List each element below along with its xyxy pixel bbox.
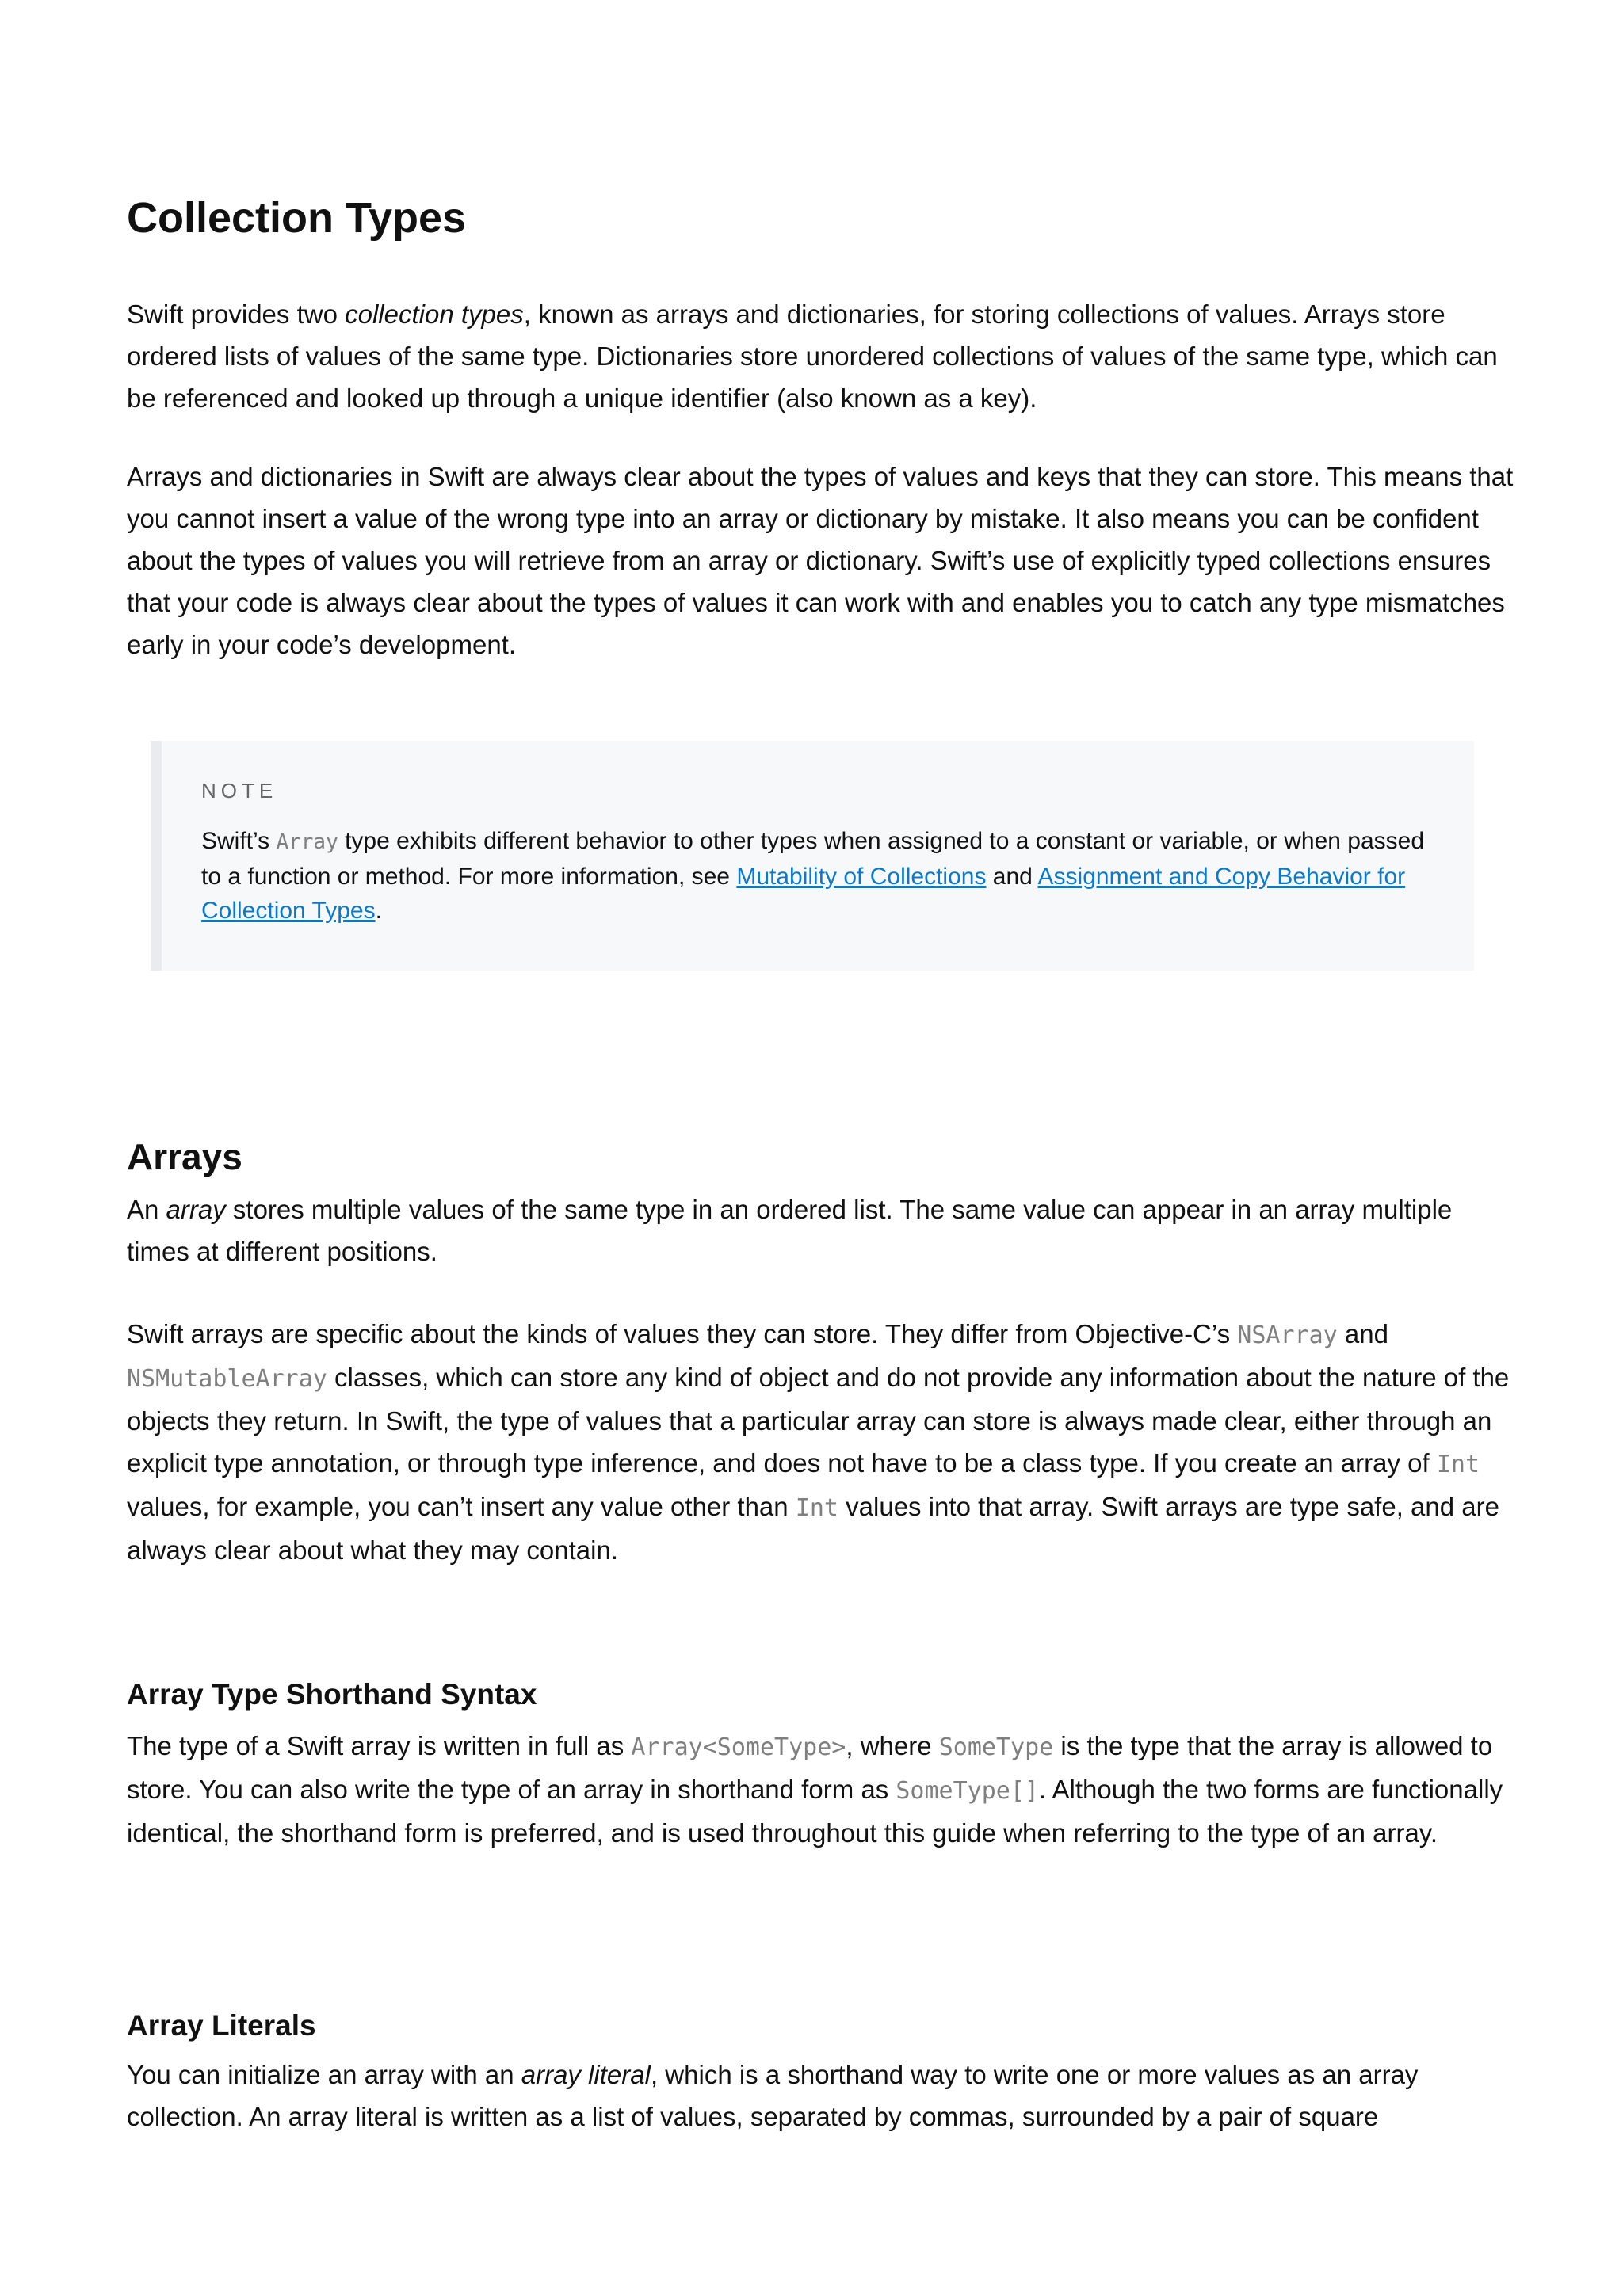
text-run: The type of a Swift array is written in full as (127, 1731, 632, 1760)
array-literals-paragraph (127, 2054, 1522, 2138)
text-run: . (375, 898, 382, 924)
text-run: classes, which can store any kind of object and do not provide any information about the nature of the objects they return. In Swift, the type of values that a particular array can store is always made clear, either through an explicit type annotation, or through type inference, and does not have to be a class type. If you create an array of (127, 1363, 1510, 1478)
inline-code: SomeType[] (896, 1777, 1039, 1805)
text-run: You can initialize an array with an (127, 2060, 521, 2089)
text-run: values into that array. Swift arrays are type safe, and are always clear about what they may contain. (127, 1492, 1499, 1565)
note-body (201, 824, 1438, 928)
intro-paragraph-1 (127, 293, 1522, 419)
array-literals-heading: Array Literals (127, 2009, 316, 2042)
inline-code: Array<SomeType> (631, 1733, 846, 1761)
text-run: , which is a shorthand way to write one or more values as an array collection. An array literal is written as a list of values, separated by commas, surrounded by a pair of square (127, 2060, 1419, 2131)
inline-code: Array (276, 830, 338, 854)
text-run: Swift arrays are specific about the kinds of values they can store. They differ from Objective-C’s (127, 1319, 1238, 1348)
link-assignment-and-copy-behavior[interactable]: Assignment and Copy Behavior for Collection Types (201, 864, 1406, 924)
text-run: is the type that the array is allowed to store. You can also write the type of an array in shorthand form as (127, 1731, 1493, 1804)
text-run: values, for example, you can’t insert any value other than (127, 1492, 796, 1521)
emphasis-term: collection types (345, 299, 524, 329)
arrays-heading: Arrays (127, 1136, 242, 1177)
inline-code: Int (795, 1494, 838, 1522)
text-run: stores multiple values of the same type in an ordered list. The same value can appear in an array multiple times at different positions. (127, 1195, 1453, 1266)
inline-code: NSMutableArray (127, 1365, 327, 1393)
intro-paragraph-2: Arrays and dictionaries in Swift are always clear about the types of values and keys that they can store. This means that you cannot insert a value of the wrong type into an array or dictionary by mistake. It also means you can be confident about the types of values you will retrieve from an array or dictionary. Swift’s use of explicitly typed collections ensures that your code is always clear about the types of values it can work with and enables you to catch any type mismatches early in your code’s development. (127, 462, 1514, 659)
text-run: and (1337, 1319, 1388, 1348)
arrays-paragraph-2 (127, 1313, 1522, 1571)
text-run: . Although the two forms are functionally identical, the shorthand form is preferred, and is used throughout this guide when referring to the type of an array. (127, 1775, 1503, 1848)
note-box (151, 741, 1474, 971)
note-label: NOTE (201, 779, 278, 803)
page-title: Collection Types (127, 194, 467, 242)
text-run: Swift’s (201, 828, 277, 854)
text-run: type exhibits different behavior to other types when assigned to a constant or variable, or when passed to a function or method. For more information, see (201, 828, 1425, 890)
inline-code: SomeType (938, 1733, 1054, 1761)
text-run: and (986, 864, 1038, 890)
text-run: Swift provides two (127, 299, 346, 329)
emphasis-term: array literal (521, 2060, 651, 2089)
emphasis-term: array (166, 1195, 226, 1224)
text-run: , known as arrays and dictionaries, for storing collections of values. Arrays store ordered lists of values of the same type. Dictionaries store unordered collections of values of the same type, which can be referenced and looked up through a unique identifier (also known as a key). (127, 299, 1498, 413)
text-run: , where (846, 1731, 939, 1760)
arrays-paragraph-1 (127, 1188, 1522, 1272)
shorthand-heading: Array Type Shorthand Syntax (127, 1678, 537, 1711)
text-run: An (127, 1195, 166, 1224)
link-mutability-of-collections[interactable]: Mutability of Collections (736, 864, 987, 890)
inline-code: NSArray (1237, 1322, 1338, 1349)
shorthand-paragraph (127, 1725, 1522, 1854)
inline-code: Int (1436, 1451, 1480, 1478)
